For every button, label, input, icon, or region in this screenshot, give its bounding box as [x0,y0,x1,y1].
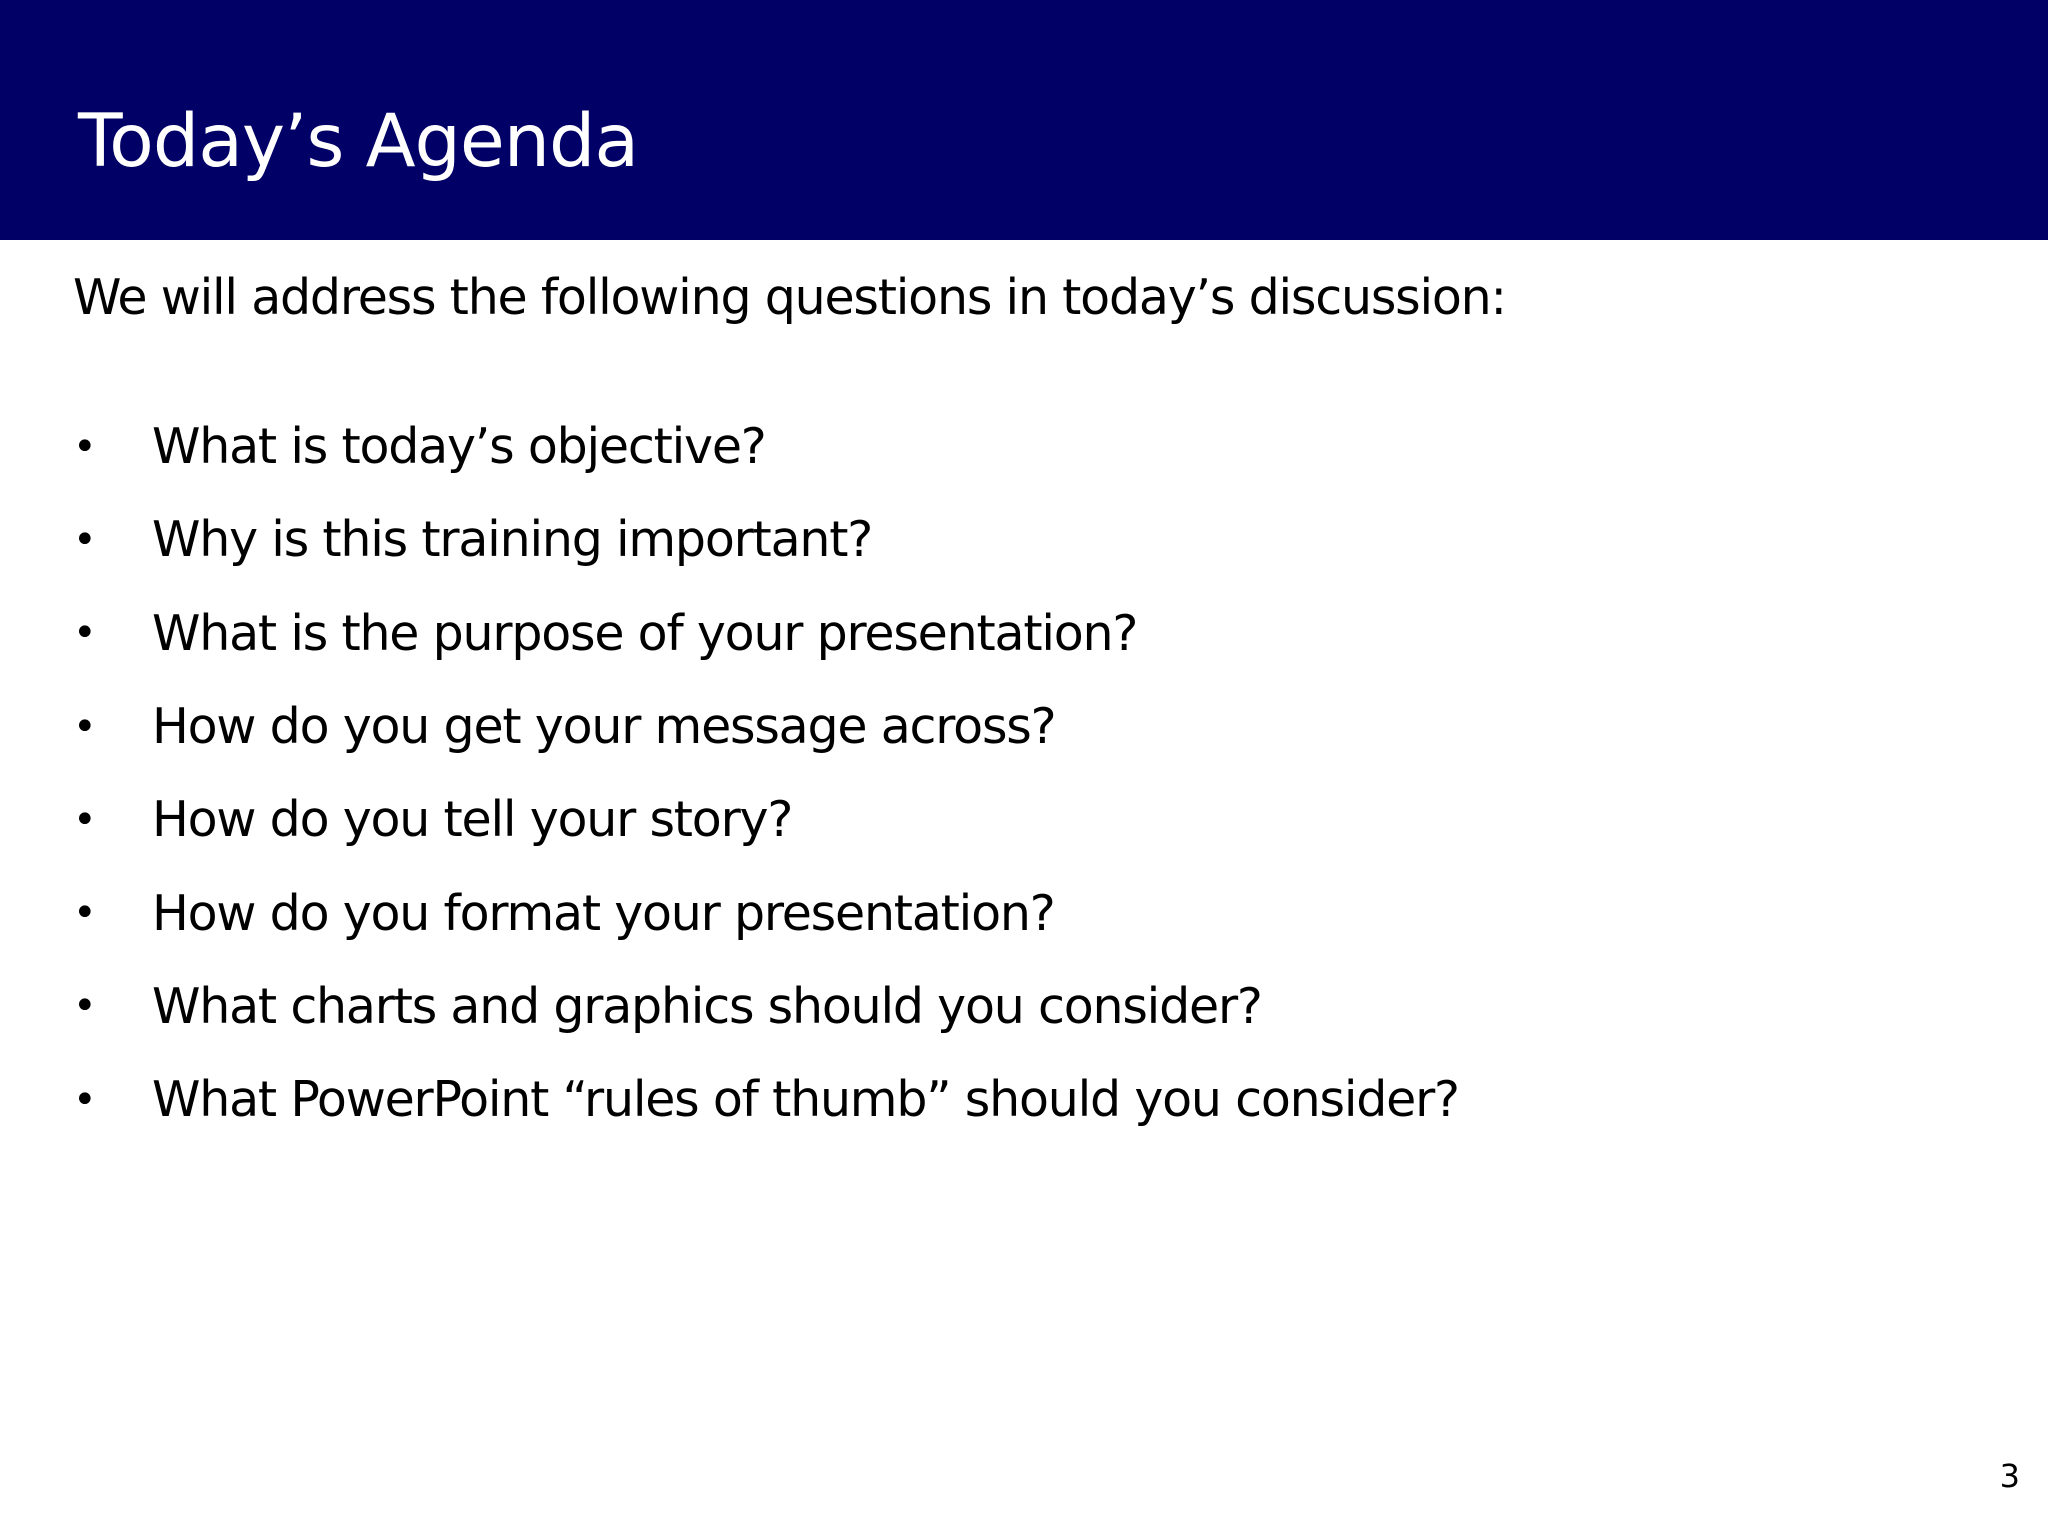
bullet-icon: • [73,1076,96,1123]
agenda-item-text: How do you tell your story? [152,791,793,849]
agenda-item [73,493,1459,586]
intro-text: We will address the following questions in today’s discussion: [73,269,1506,326]
bullet-icon: • [73,423,96,470]
agenda-item-text: Why is this training important? [152,511,873,569]
agenda-item-text: What is today’s objective? [152,418,766,476]
agenda-item [73,400,1459,493]
agenda-item [73,587,1459,680]
bullet-icon: • [73,610,96,657]
agenda-item [73,960,1459,1053]
agenda-item [73,680,1459,773]
bullet-icon: • [73,703,96,750]
bullet-icon: • [73,983,96,1030]
title-bar [0,0,2048,240]
agenda-item [73,866,1459,959]
agenda-item-text: How do you format your presentation? [152,884,1055,942]
agenda-item-text: What PowerPoint “rules of thumb” should you consider? [152,1071,1459,1129]
agenda-item [73,1053,1459,1146]
agenda-item-text: What charts and graphics should you consider? [152,977,1262,1035]
bullet-icon: • [73,796,96,843]
bullet-icon: • [73,890,96,937]
slide-title: Today’s Agenda [78,99,639,184]
agenda-item-text: What is the purpose of your presentation? [152,604,1138,662]
agenda-item-text: How do you get your message across? [152,698,1056,756]
agenda-item [73,773,1459,866]
bullet-icon: • [73,516,96,563]
page-number: 3 [1999,1457,2020,1495]
agenda-list [73,400,1459,1146]
